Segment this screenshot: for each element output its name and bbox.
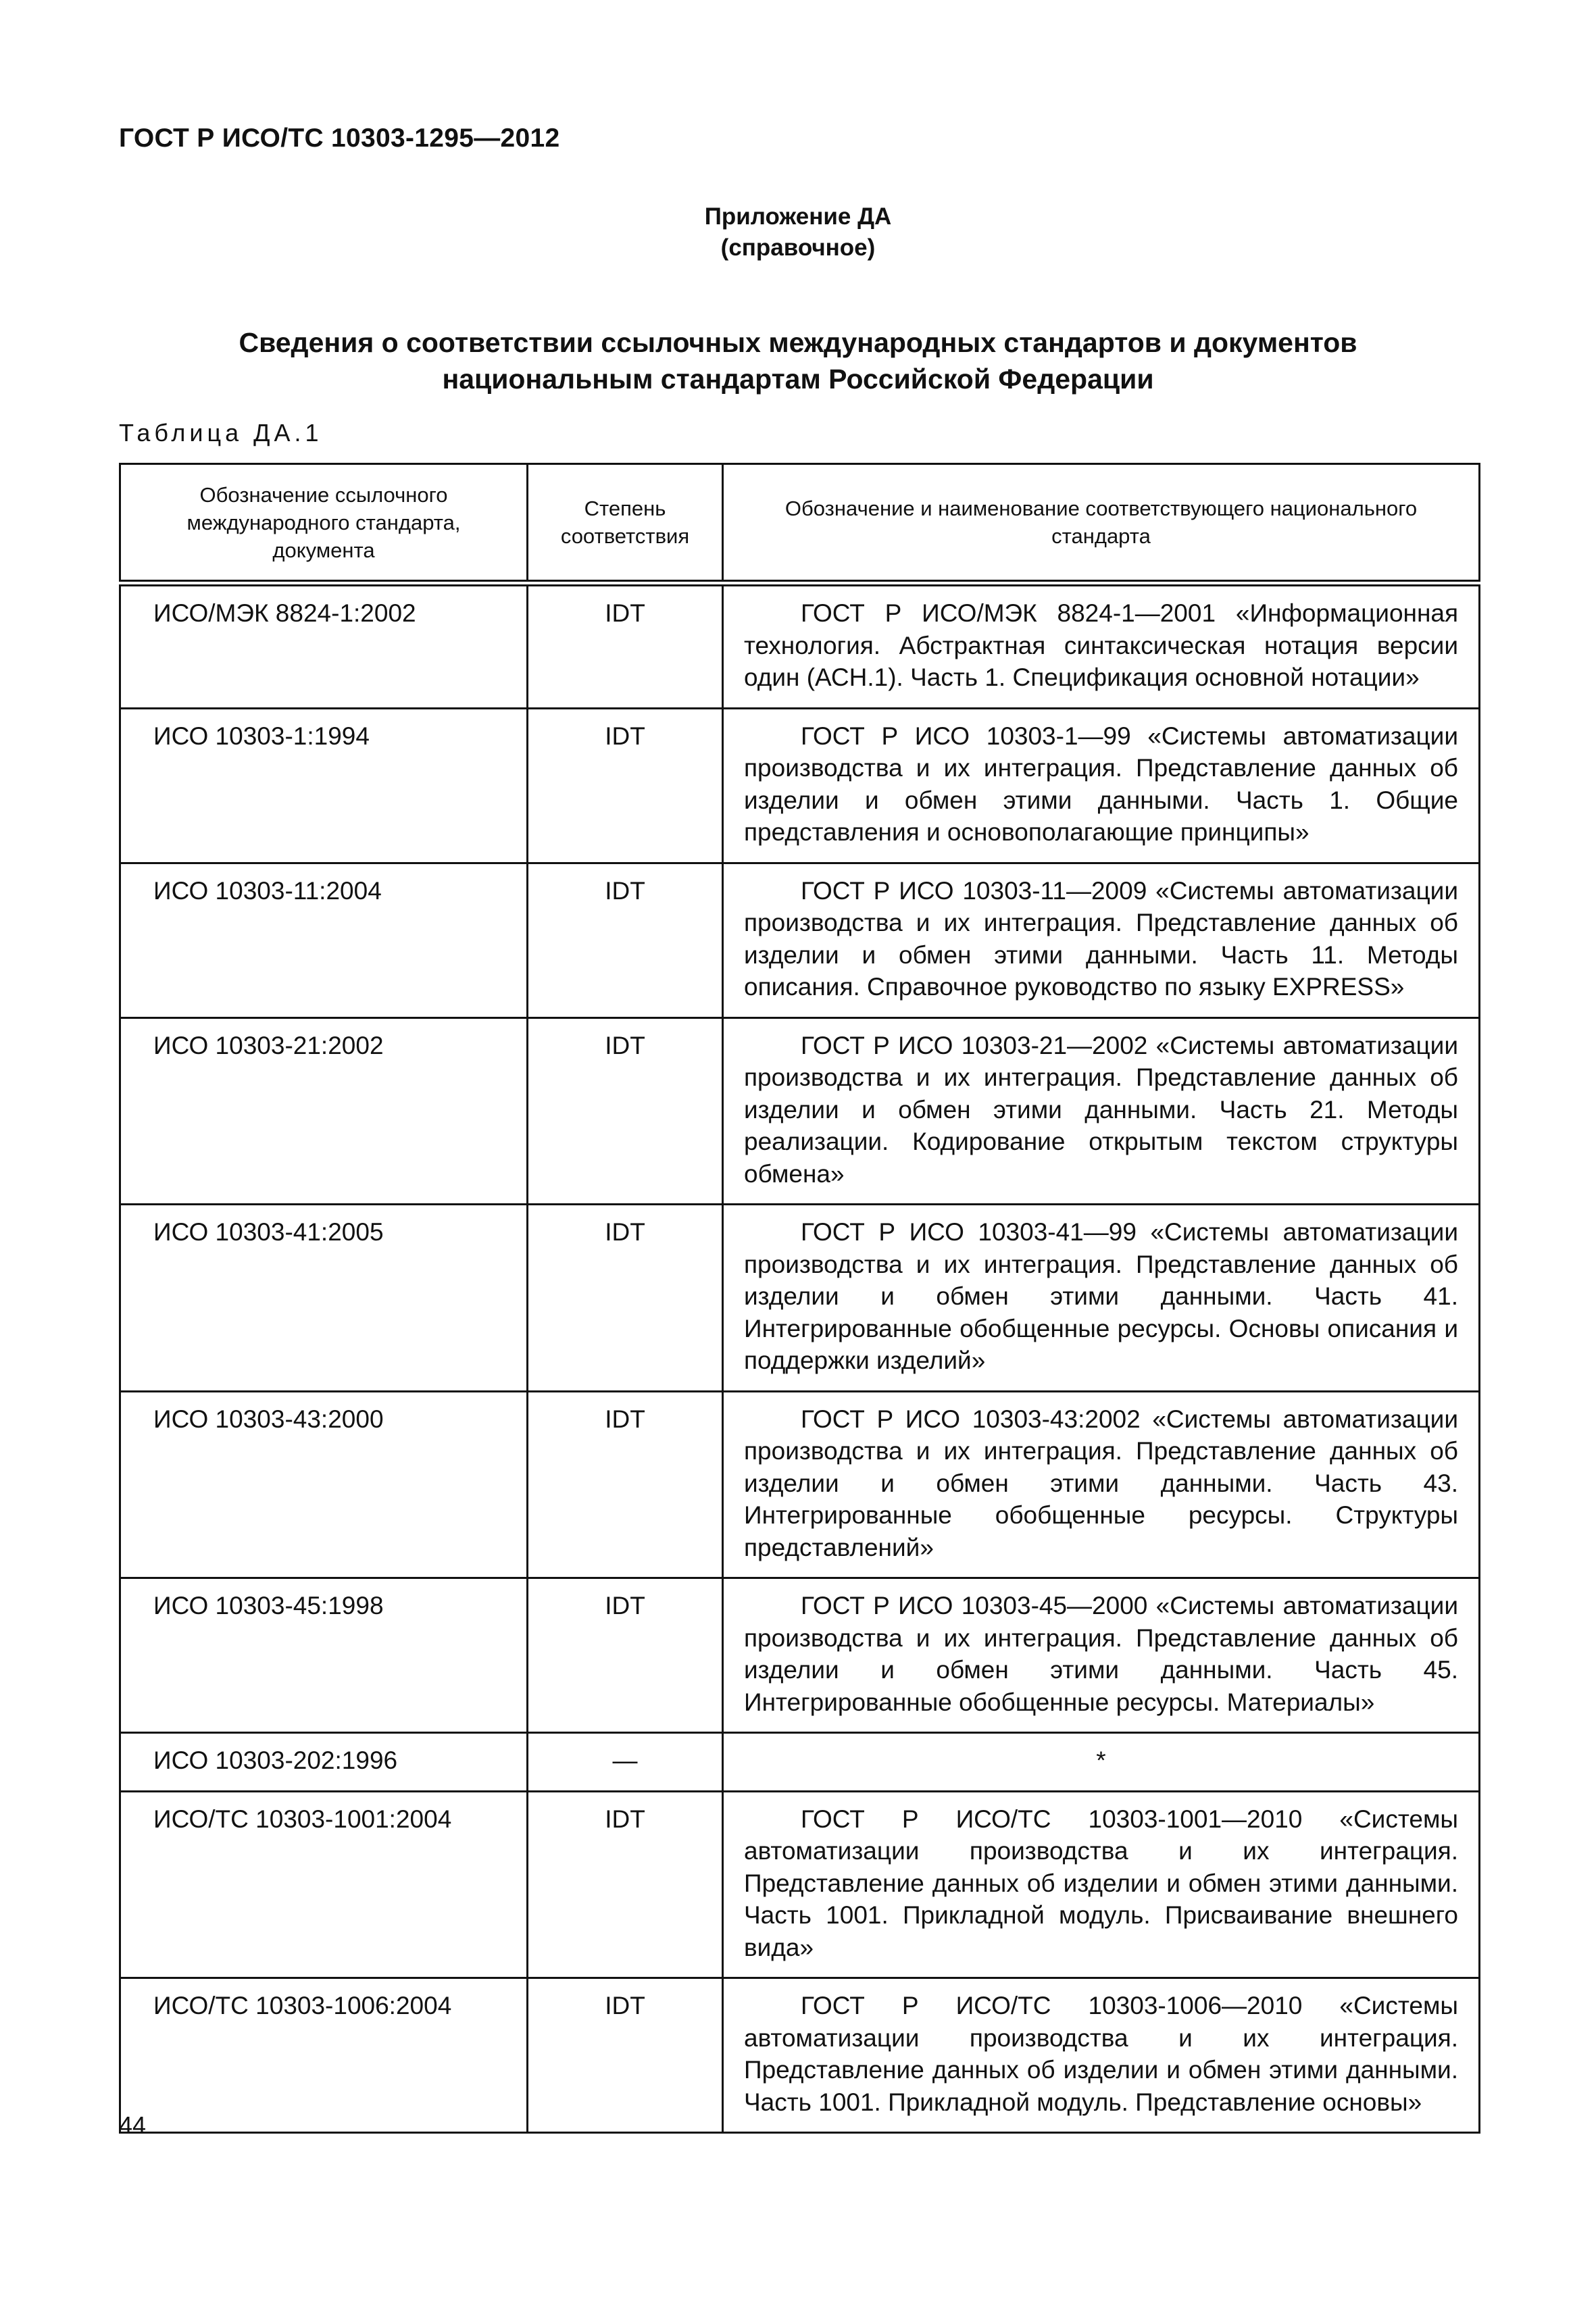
table-row xyxy=(120,1978,1480,2133)
cell-degree: IDT xyxy=(528,1791,723,1978)
table-header-row xyxy=(120,464,1480,584)
table-row xyxy=(120,1391,1480,1578)
table-row xyxy=(120,1791,1480,1978)
cell-national-standard: ГОСТ Р ИСО 10303-11—2009 «Системы автоматизации производства и их интеграция. Представление данных об изделии и обмен этими данными. Часть 11. Методы описания. Справочное руководство по языку EXPRESS» xyxy=(723,863,1480,1017)
cell-degree: IDT xyxy=(528,1017,723,1205)
cell-national-standard: * xyxy=(723,1733,1480,1792)
correspondence-table xyxy=(119,463,1478,2134)
cell-degree: IDT xyxy=(528,708,723,863)
table-row xyxy=(120,708,1480,863)
cell-national-standard: ГОСТ Р ИСО/ТС 10303-1006—2010 «Системы автоматизации производства и их интеграция. Представление данных об изделии и обмен этими данными. Часть 1001. Прикладной модуль. Представление основы» xyxy=(723,1978,1480,2133)
section-title xyxy=(162,324,1434,397)
document-code: ГОСТ Р ИСО/ТС 10303-1295—2012 xyxy=(119,124,560,153)
cell-national-standard: ГОСТ Р ИСО/ТС 10303-1001—2010 «Системы автоматизации производства и их интеграция. Представление данных об изделии и обмен этими данными. Часть 1001. Прикладной модуль. Присваивание внешнего вида» xyxy=(723,1791,1480,1978)
cell-designation: ИСО 10303-1:1994 xyxy=(120,708,528,863)
cell-designation: ИСО 10303-45:1998 xyxy=(120,1578,528,1733)
cell-national-standard: ГОСТ Р ИСО 10303-21—2002 «Системы автоматизации производства и их интеграция. Представление данных об изделии и обмен этими данными. Часть 21. Методы реализации. Кодирование открытым текстом структуры обмена» xyxy=(723,1017,1480,1205)
cell-designation: ИСО 10303-43:2000 xyxy=(120,1391,528,1578)
header-degree: Степень соответствия xyxy=(528,464,723,584)
cell-designation: ИСО/МЭК 8824-1:2002 xyxy=(120,583,528,708)
annex-status: (справочное) xyxy=(720,234,876,261)
table-row xyxy=(120,1017,1480,1205)
cell-designation: ИСО/ТС 10303-1006:2004 xyxy=(120,1978,528,2133)
cell-degree: IDT xyxy=(528,1578,723,1733)
header-designation: Обозначение ссылочного международного стандарта, документа xyxy=(120,464,528,584)
cell-national-standard: ГОСТ Р ИСО 10303-41—99 «Системы автоматизации производства и их интеграция. Представление данных об изделии и обмен этими данными. Часть 41. Интегрированные обобщенные ресурсы. Основы описания и поддержки изделий» xyxy=(723,1205,1480,1392)
cell-degree: IDT xyxy=(528,1205,723,1392)
table-row xyxy=(120,1205,1480,1392)
annex-title: Приложение ДА xyxy=(704,203,892,230)
table-row xyxy=(120,1733,1480,1792)
cell-designation: ИСО 10303-202:1996 xyxy=(120,1733,528,1792)
cell-national-standard: ГОСТ Р ИСО 10303-45—2000 «Системы автоматизации производства и их интеграция. Представление данных об изделии и обмен этими данными. Часть 45. Интегрированные обобщенные ресурсы. Материалы» xyxy=(723,1578,1480,1733)
table-row xyxy=(120,583,1480,708)
table-row xyxy=(120,863,1480,1017)
cell-national-standard: ГОСТ Р ИСО 10303-1—99 «Системы автоматизации производства и их интеграция. Представление данных об изделии и обмен этими данными. Часть 1. Общие представления и основополагающие принципы» xyxy=(723,708,1480,863)
table-row xyxy=(120,1578,1480,1733)
cell-designation: ИСО/ТС 10303-1001:2004 xyxy=(120,1791,528,1978)
table-label: Таблица ДА.1 xyxy=(119,419,323,447)
header-national-standard: Обозначение и наименование соответствующего национального стандарта xyxy=(723,464,1480,584)
section-title-line-1: Сведения о соответствии ссылочных международных стандартов и документов xyxy=(239,327,1357,358)
section-title-line-2: национальным стандартам Российской Федерации xyxy=(442,363,1154,395)
page-number: 44 xyxy=(119,2111,147,2139)
cell-designation: ИСО 10303-41:2005 xyxy=(120,1205,528,1392)
cell-national-standard: ГОСТ Р ИСО/МЭК 8824-1—2001 «Информационная технология. Абстрактная синтаксическая нотация версии один (АСН.1). Часть 1. Спецификация основной нотации» xyxy=(723,583,1480,708)
cell-degree: IDT xyxy=(528,583,723,708)
cell-designation: ИСО 10303-21:2002 xyxy=(120,1017,528,1205)
cell-degree: — xyxy=(528,1733,723,1792)
cell-degree: IDT xyxy=(528,1978,723,2133)
cell-degree: IDT xyxy=(528,1391,723,1578)
cell-degree: IDT xyxy=(528,863,723,1017)
cell-designation: ИСО 10303-11:2004 xyxy=(120,863,528,1017)
cell-national-standard: ГОСТ Р ИСО 10303-43:2002 «Системы автоматизации производства и их интеграция. Представление данных об изделии и обмен этими данными. Часть 43. Интегрированные обобщенные ресурсы. Структуры представлений» xyxy=(723,1391,1480,1578)
